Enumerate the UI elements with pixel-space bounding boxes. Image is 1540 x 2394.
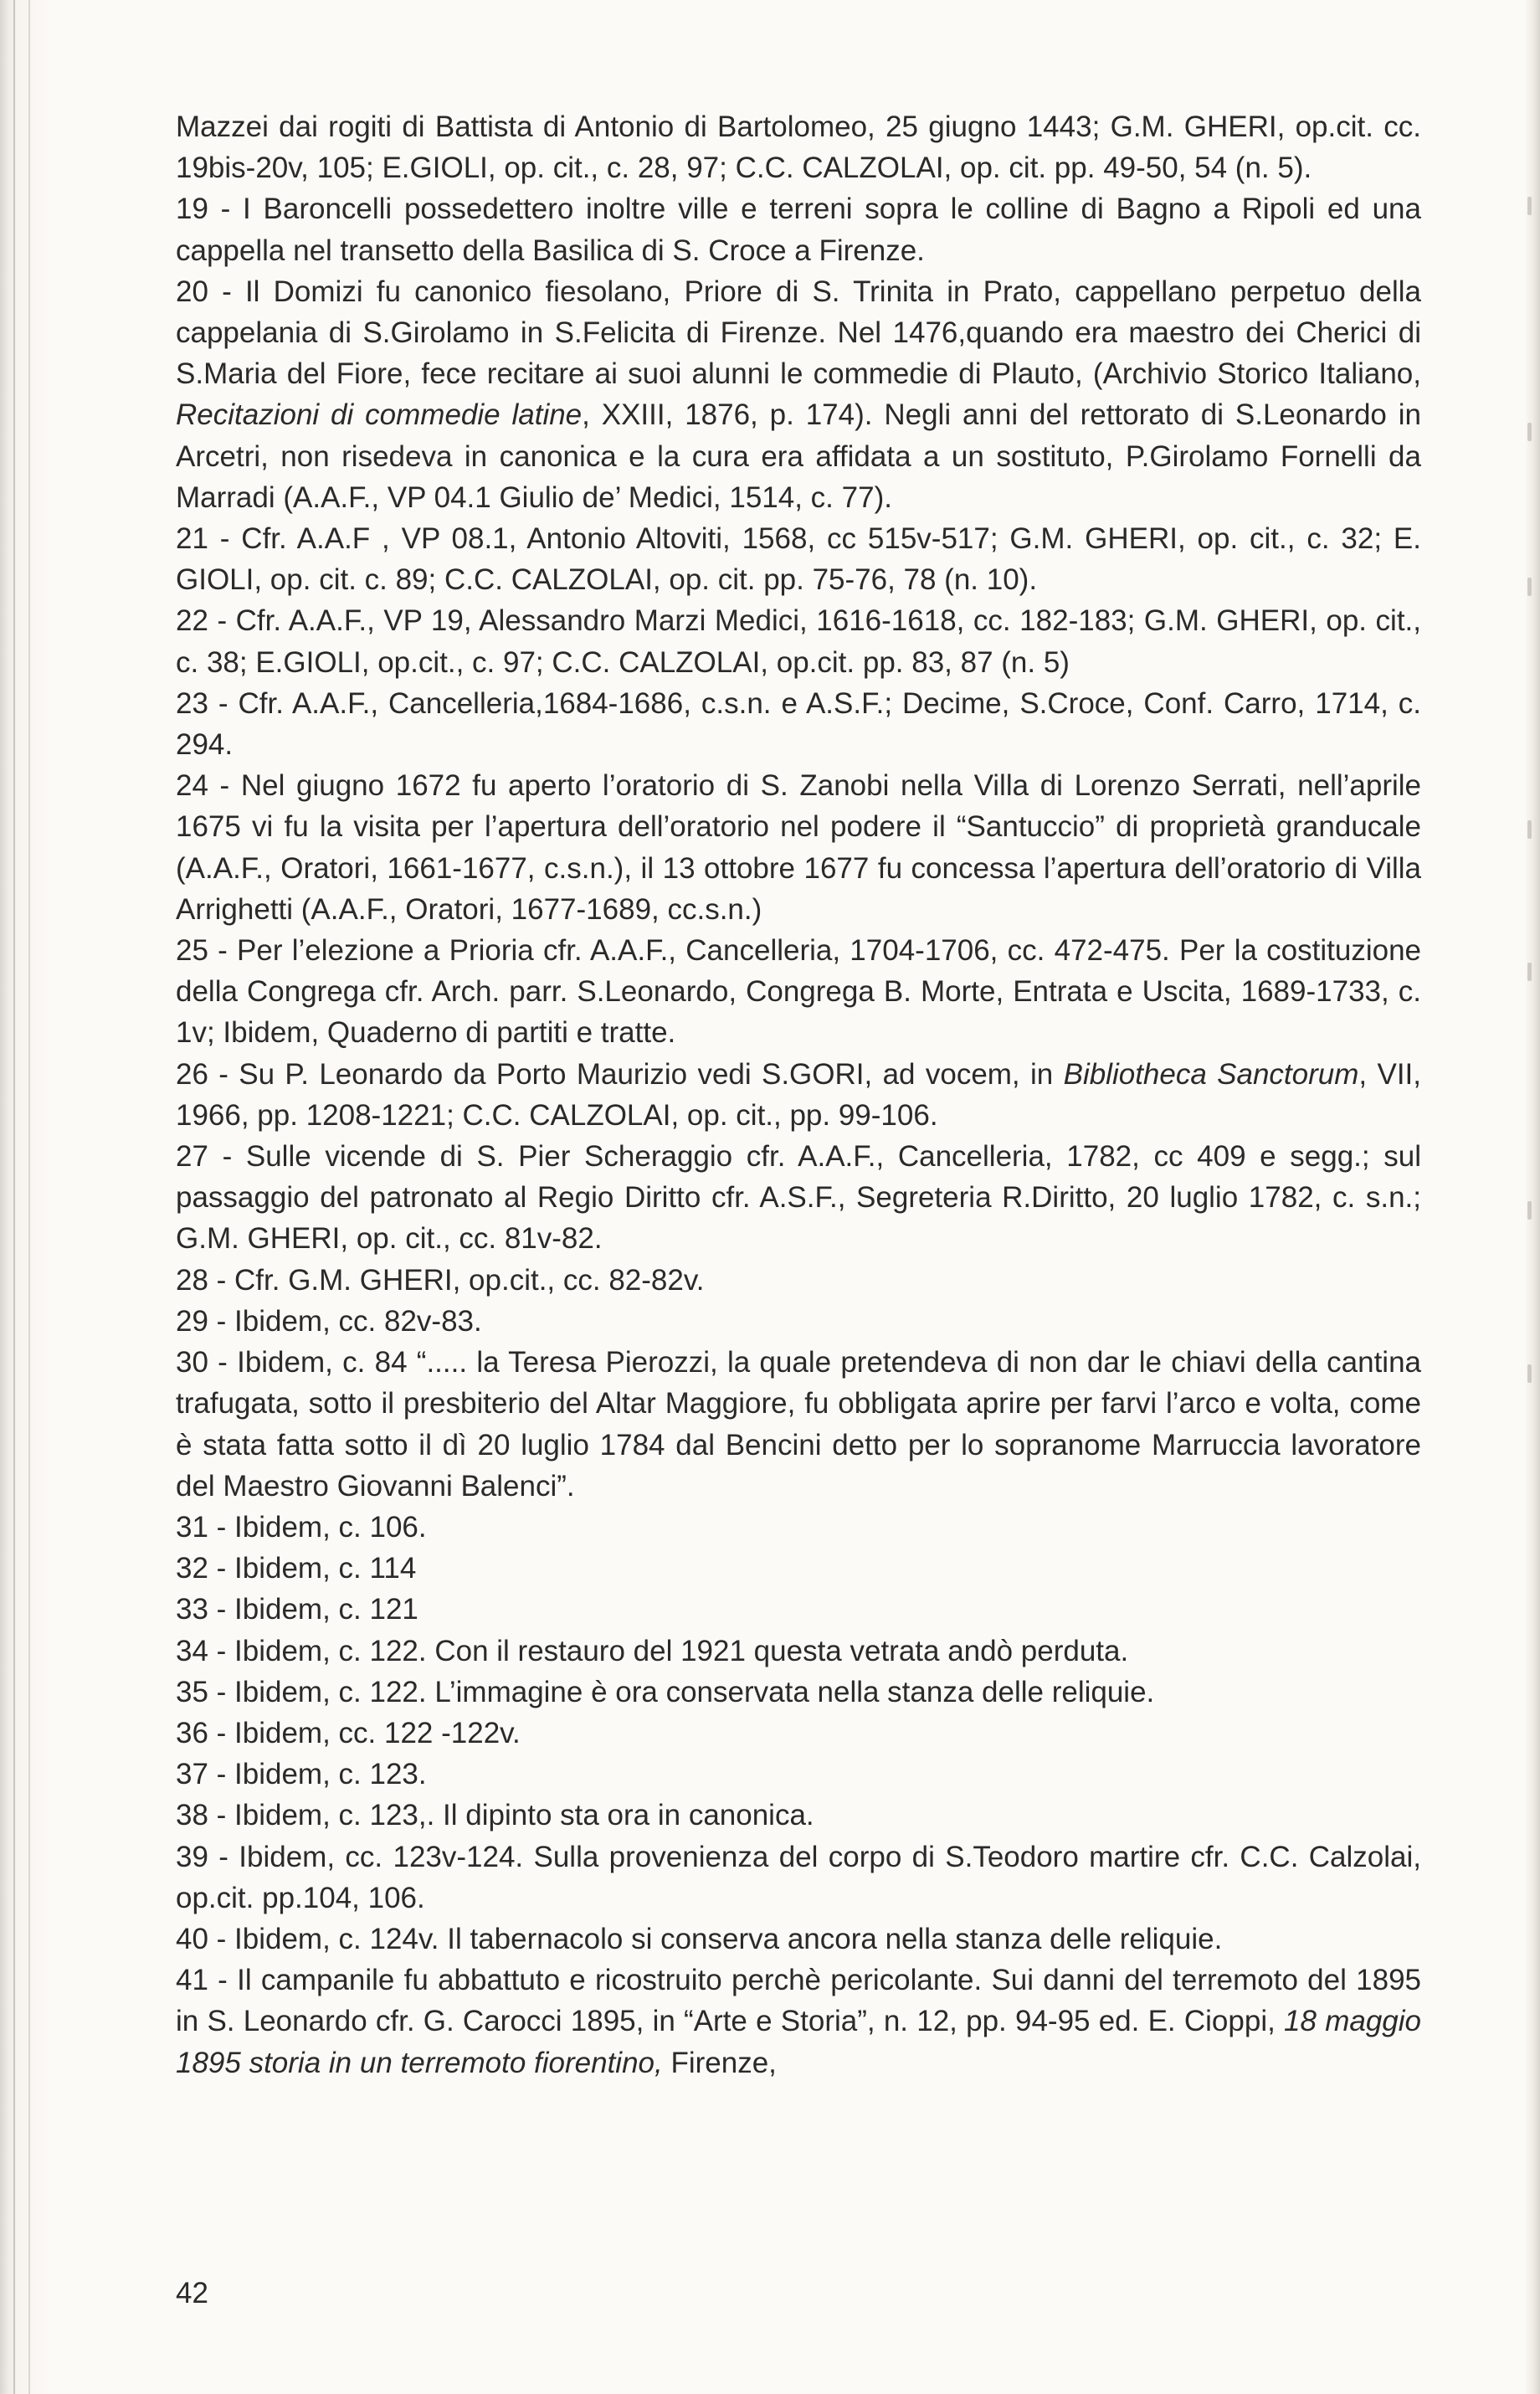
footnote-18-cont (176, 106, 1421, 188)
footnote-text: 33 - Ibidem, c. 121 (176, 1593, 418, 1626)
footnote-30 (176, 1342, 1421, 1507)
footnote-text: 31 - Ibidem, c. 106. (176, 1510, 427, 1544)
page-edge-notch (1527, 578, 1532, 596)
footnote-text: 40 - Ibidem, c. 124v. Il tabernacolo si conserva ancora nella stanza delle reliquie. (176, 1922, 1223, 1955)
footnote-28 (176, 1260, 1421, 1301)
footnote-35 (176, 1672, 1421, 1713)
footnote-text: 29 - Ibidem, cc. 82v-83. (176, 1304, 482, 1338)
footnote-38 (176, 1795, 1421, 1836)
footnote-22 (176, 600, 1421, 682)
footnote-text: 30 - Ibidem, c. 84 “..... la Teresa Pierozzi, la quale pretendeva di non dar le chiavi della cantina trafugata, sotto il presbiterio del Altar Maggiore, fu obbligata aprire per farvi l’arco e volta, come è stata fatta sotto il dì 20 luglio 1784 dal Bencini detto per lo sopranome Marruccia lavoratore del Maestro Giovanni Balenci”. (176, 1346, 1421, 1503)
footnote-39 (176, 1837, 1421, 1919)
footnote-32 (176, 1548, 1421, 1589)
footnote-34 (176, 1631, 1421, 1672)
page-edge-notch (1527, 197, 1532, 215)
footnote-21 (176, 518, 1421, 600)
footnote-text: 28 - Cfr. G.M. GHERI, op.cit., cc. 82-82v. (176, 1263, 705, 1297)
footnote-26 (176, 1054, 1421, 1136)
footnote-27 (176, 1136, 1421, 1260)
footnote-41 (176, 1960, 1421, 2083)
page-right-edge (1525, 0, 1540, 2394)
footnote-25 (176, 930, 1421, 1054)
footnote-text: 26 - Su P. Leonardo da Porto Maurizio vedi S.GORI, ad vocem, in (176, 1057, 1064, 1091)
page-number: 42 (176, 2277, 208, 2309)
footnote-text: 27 - Sulle vicende di S. Pier Scheraggio cfr. A.A.F., Cancelleria, 1782, cc 409 e segg.; sul passaggio del patronato al Regio Diritto cfr. A.S.F., Segreteria R.Diritto, 20 luglio 1782, c. s.n.; G.M. GHERI, op. cit., cc. 81v-82. (176, 1140, 1421, 1256)
footnote-20 (176, 271, 1421, 518)
footnote-40 (176, 1919, 1421, 1960)
footnote-37 (176, 1754, 1421, 1795)
footnote-text: 23 - Cfr. A.A.F., Cancelleria,1684-1686, c.s.n. e A.S.F.; Decime, S.Croce, Conf. Carro, 1714, c. 294. (176, 686, 1421, 762)
footnotes-list (176, 106, 1421, 2083)
footnote-text: 36 - Ibidem, cc. 122 -122v. (176, 1716, 521, 1749)
page-edge-notch (1527, 1364, 1532, 1383)
footnote-italic-title: 18 maggio 1895 storia in un terremoto fiorentino, (176, 2005, 1421, 2079)
footnote-italic-title: Bibliotheca Sanctorum (1063, 1057, 1359, 1091)
footnote-33 (176, 1589, 1421, 1630)
footnote-31 (176, 1507, 1421, 1548)
footnote-text: 35 - Ibidem, c. 122. L’immagine è ora conservata nella stanza delle reliquie. (176, 1675, 1155, 1708)
binding-line (28, 0, 30, 2394)
footnote-text: 22 - Cfr. A.A.F., VP 19, Alessandro Marzi Medici, 1616-1618, cc. 182-183; G.M. GHERI, op. cit., c. 38; E.GIOLI, op.cit., c. 97; C.C. CALZOLAI, op.cit. pp. 83, 87 (n. 5) (176, 604, 1421, 679)
footnote-text: 34 - Ibidem, c. 122. Con il restauro del 1921 questa vetrata andò perduta. (176, 1634, 1129, 1667)
footnote-text: 24 - Nel giugno 1672 fu aperto l’oratorio di S. Zanobi nella Villa di Lorenzo Serrati, nell’aprile 1675 vi fu la visita per l’apertura dell’oratorio nel podere il “Santuccio” di proprietà granducale (A.A.F., Oratori, 1661-1677, c.s.n.), il 13 ottobre 1677 fu concessa l’apertura dell’oratorio di Villa Arrighetti (A.A.F., Oratori, 1677-1689, cc.s.n.) (176, 769, 1421, 926)
binding-line (13, 0, 15, 2394)
footnote-text: , XXIII, 1876, p. 174). Negli anni del rettorato di S.Leonardo in Arcetri, non risedeva in canonica e la cura era affidata a un sostituto, P.Girolamo Fornelli da Marradi (A.A.F., VP 04.1 Giulio de’ Medici, 1514, c. 77). (176, 398, 1421, 514)
footnote-text: 39 - Ibidem, cc. 123v-124. Sulla provenienza del corpo di S.Teodoro martire cfr. C.C. Calzolai, op.cit. pp.104, 106. (176, 1840, 1421, 1914)
page-edge-notch (1527, 820, 1532, 839)
footnote-text: 21 - Cfr. A.A.F , VP 08.1, Antonio Altoviti, 1568, cc 515v-517; G.M. GHERI, op. cit., c. 32; E. GIOLI, op. cit. c. 89; C.C. CALZOLAI, op. cit. pp. 75-76, 78 (n. 10). (176, 522, 1421, 597)
page-edge-notch (1527, 963, 1532, 981)
footnote-text: Firenze, (662, 2046, 777, 2079)
footnote-19 (176, 188, 1421, 270)
footnote-text: 38 - Ibidem, c. 123,. Il dipinto sta ora in canonica. (176, 1799, 814, 1832)
footnote-italic-title: Recitazioni di commedie latine (176, 398, 583, 432)
page-edge-notch (1527, 423, 1532, 441)
footnote-text: Mazzei dai rogiti di Battista di Antonio di Bartolomeo, 25 giugno 1443; G.M. GHERI, op.cit. cc. 19bis-20v, 105; E.GIOLI, op. cit., c. 28, 97; C.C. CALZOLAI, op. cit. pp. 49-50, 54 (n. 5). (176, 110, 1421, 185)
footnote-29 (176, 1301, 1421, 1342)
footnote-text: 19 - I Baroncelli possedettero inoltre ville e terreni sopra le colline di Bagno a Ripoli ed una cappella nel transetto della Basilica di S. Croce a Firenze. (176, 193, 1421, 267)
page-binding-edge (0, 0, 52, 2394)
footnote-23 (176, 683, 1421, 765)
footnote-text: 41 - Il campanile fu abbattuto e ricostruito perchè pericolante. Sui danni del terremoto del 1895 in S. Leonardo cfr. G. Carocci 1895, in “Arte e Storia”, n. 12, pp. 94-95 ed. E. Cioppi, (176, 1964, 1421, 2038)
footnote-text: 20 - Il Domizi fu canonico fiesolano, Priore di S. Trinita in Prato, cappellano perpetuo della cappelania di S.Girolamo in S.Felicita di Firenze. Nel 1476,quando era maestro dei Cherici di S.Maria del Fiore, fece recitare ai suoi alunni le commedie di Plauto, (Archivio Storico Italiano, (176, 275, 1421, 391)
footnote-text: , VII, 1966, pp. 1208-1221; C.C. CALZOLAI, op. cit., pp. 99-106. (176, 1057, 1421, 1132)
footnote-24 (176, 765, 1421, 930)
footnote-text: 25 - Per l’elezione a Prioria cfr. A.A.F., Cancelleria, 1704-1706, cc. 472-475. Per la costituzione della Congrega cfr. Arch. parr. S.Leonardo, Congrega B. Morte, Entrata e Uscita, 1689-1733, c. 1v; Ibidem, Quaderno di partiti e tratte. (176, 934, 1421, 1050)
footnote-36 (176, 1713, 1421, 1754)
footnote-text: 37 - Ibidem, c. 123. (176, 1758, 427, 1791)
page-edge-notch (1527, 1201, 1532, 1220)
footnote-text: 32 - Ibidem, c. 114 (176, 1552, 417, 1585)
